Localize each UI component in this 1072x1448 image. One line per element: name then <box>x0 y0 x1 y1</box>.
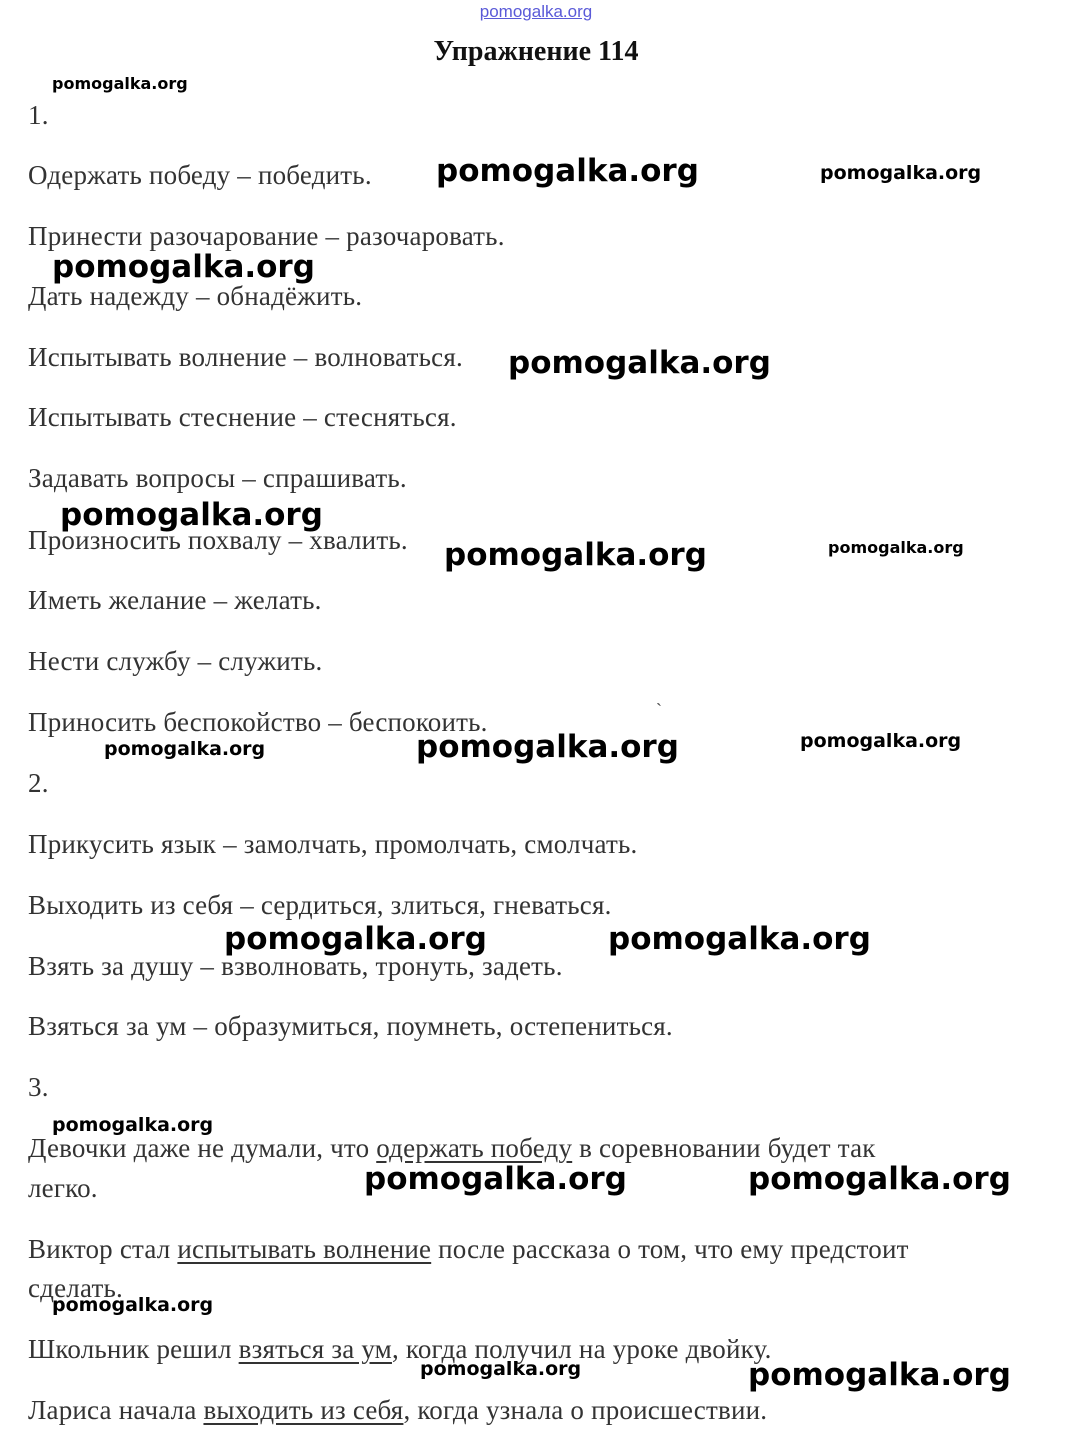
underlined-phrase: одержать победу <box>376 1133 573 1163</box>
watermark: pomogalka.org <box>748 1357 1011 1393</box>
section-number-3: 3. <box>28 1072 49 1102</box>
sentence-text: в соревновании будет так <box>572 1133 876 1163</box>
answer-line: Приносить беспокойство – беспокоить. <box>28 707 488 737</box>
sentence-line: сделать. <box>28 1273 123 1303</box>
page-title: Упражнение 114 <box>433 36 639 67</box>
watermark: pomogalka.org <box>444 537 707 573</box>
sentence-line <box>28 1236 909 1263</box>
watermark: pomogalka.org <box>748 1161 1011 1197</box>
sentence-line: легко. <box>28 1173 98 1203</box>
sentence-text: Школьник решил <box>28 1334 239 1364</box>
underlined-phrase: взяться за ум <box>238 1334 392 1364</box>
watermark: pomogalka.org <box>420 1358 582 1380</box>
watermark: pomogalka.org <box>436 153 699 189</box>
sentence-text: Лариса начала <box>28 1395 204 1425</box>
watermark: pomogalka.org <box>52 74 188 93</box>
answer-line: Взяться за ум – образумиться, поумнеть, остепениться. <box>28 1011 673 1041</box>
underlined-phrase: испытывать волнение <box>177 1234 432 1264</box>
sentence-text: , когда получил на уроке двойку. <box>391 1334 772 1364</box>
sentence-text: после рассказа о том, что ему предстоит <box>431 1234 909 1264</box>
section-number-1: 1. <box>28 100 49 130</box>
watermark: pomogalka.org <box>52 1114 214 1136</box>
watermark: pomogalka.org <box>608 921 871 957</box>
section-number-2: 2. <box>28 768 49 798</box>
sentence-line <box>28 1397 767 1424</box>
sentence-text: Виктор стал <box>28 1234 178 1264</box>
answer-line: Принести разочарование – разочаровать. <box>28 221 505 251</box>
watermark: pomogalka.org <box>52 1294 214 1316</box>
watermark: pomogalka.org <box>104 738 266 760</box>
answer-line: Испытывать стеснение – стесняться. <box>28 402 457 432</box>
answer-line: Одержать победу – победить. <box>28 160 372 190</box>
answer-line: Выходить из себя – сердиться, злиться, гневаться. <box>28 890 612 920</box>
watermark: pomogalka.org <box>800 730 962 752</box>
answer-line: Испытывать волнение – волноваться. <box>28 342 463 372</box>
answer-line: Дать надежду – обнадёжить. <box>28 281 363 311</box>
sentence-text: , когда узнала о происшествии. <box>403 1395 768 1425</box>
watermark: pomogalka.org <box>820 162 982 184</box>
sentence-text: Девочки даже не думали, что <box>28 1133 377 1163</box>
answer-line: Нести службу – служить. <box>28 646 323 676</box>
watermark: pomogalka.org <box>828 538 964 557</box>
answer-line: Произносить похвалу – хвалить. <box>28 525 408 555</box>
answer-line: Задавать вопросы – спрашивать. <box>28 463 407 493</box>
answer-line: Прикусить язык – замолчать, промолчать, смолчать. <box>28 829 638 859</box>
watermark: pomogalka.org <box>60 497 323 533</box>
watermark: pomogalka.org <box>508 345 771 381</box>
sentence-line <box>28 1336 772 1363</box>
answer-line: Взять за душу – взволновать, тронуть, задеть. <box>28 951 563 981</box>
scan-mark: ` <box>656 700 662 720</box>
top-site-link[interactable]: pomogalka.org <box>479 2 593 21</box>
underlined-phrase: выходить из себя <box>203 1395 404 1425</box>
watermark: pomogalka.org <box>52 249 315 285</box>
sentence-line <box>28 1135 876 1162</box>
answer-line: Иметь желание – желать. <box>28 585 322 615</box>
watermark: pomogalka.org <box>364 1161 627 1197</box>
watermark: pomogalka.org <box>224 921 487 957</box>
watermark: pomogalka.org <box>416 729 679 765</box>
